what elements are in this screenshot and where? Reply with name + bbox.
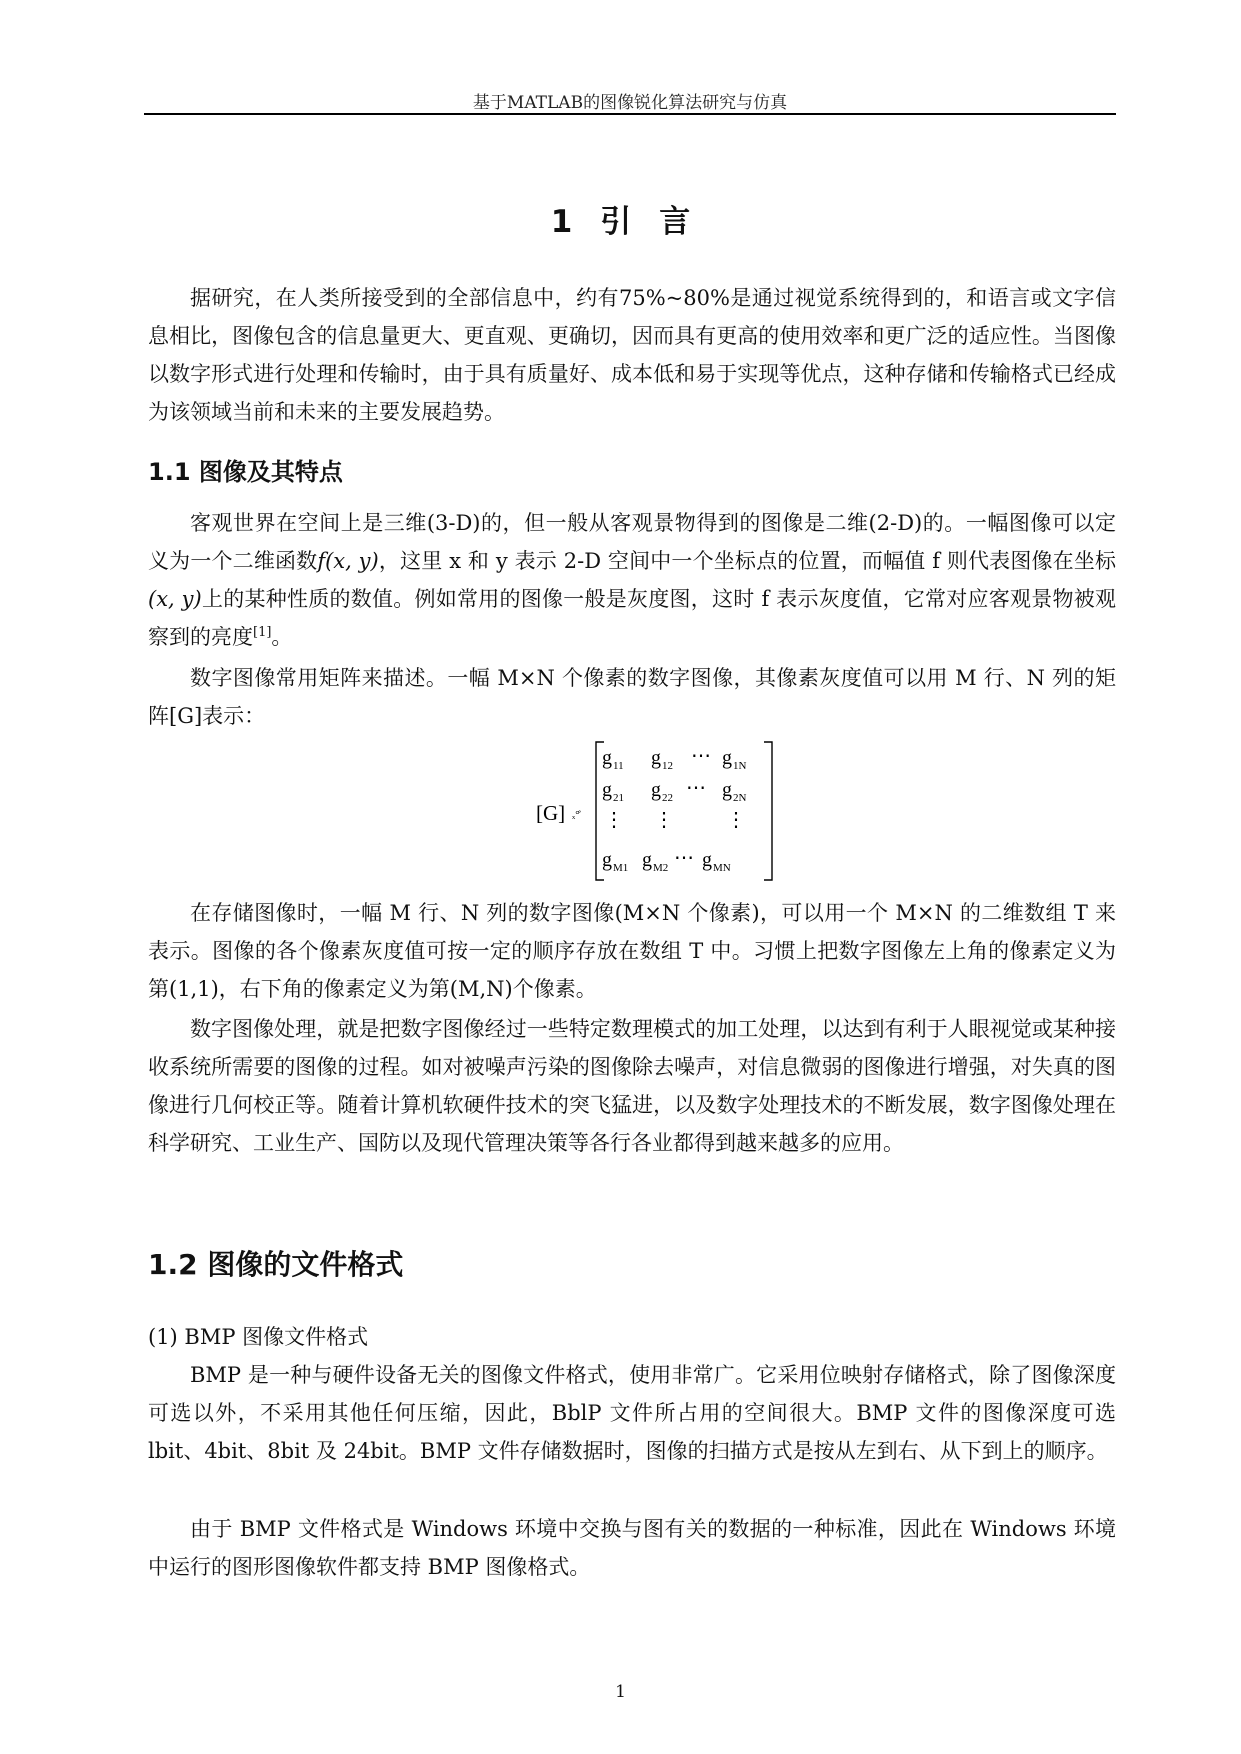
matrix-entry: g	[642, 849, 652, 871]
section-1-1-paragraph-4: 数字图像处理，就是把数字图像经过一些特定数理模式的加工处理，以达到有利于人眼视觉或某种接收系统所需要的图像的过程。如对被噪声污染的图像除去噪声，对信息微弱的图像进行增强，对失真的图像进行几何校正等。随着计算机软硬件技术的突飞猛进，以及数字处理技术的不断发展，数字图像处理在科学研究、工业生产、国防以及现代管理决策等各行各业都得到越来越多的应用。	[148, 1017, 1116, 1155]
section-1-1-paragraph-1	[148, 504, 1116, 656]
page-number: 1	[615, 1682, 626, 1702]
matrix-row-3	[604, 809, 746, 831]
section-1-2-heading: 1.2 图像的文件格式	[148, 1248, 404, 1281]
matrix-right-bracket	[764, 742, 772, 880]
running-header: 基于MATLAB的图像锐化算法研究与仿真	[472, 93, 788, 113]
chapter-title-char-1: 引	[600, 204, 632, 240]
matrix-ellipsis: ⋯	[674, 847, 694, 869]
matrix-row-1	[602, 745, 747, 772]
matrix-vdots: ⋮	[726, 809, 746, 831]
section-1-2-paragraph-2: 由于 BMP 文件格式是 Windows 环境中交换与图有关的数据的一种标准，因此在 Windows 环境中运行的图形图像软件都支持 BMP 图像格式。	[148, 1517, 1116, 1579]
matrix-subscript: 12	[662, 760, 673, 772]
matrix-ellipsis: ⋯	[686, 777, 706, 799]
matrix-lhs: [G]	[536, 801, 566, 825]
matrix-subscript: MN	[713, 862, 731, 874]
citation: [1]	[253, 625, 272, 640]
coordinate-notation: (x, y)	[148, 587, 202, 611]
chapter-title-char-2: 言	[659, 204, 691, 240]
matrix-entry: g	[602, 849, 612, 871]
matrix-ellipsis: ⋯	[691, 745, 711, 767]
para-text: 客观世界在空间上是三维(3-D)的，但一般从客观景物得到的图像是二维(2-D)的。一幅图像可以定义为一个二维函数	[148, 511, 1116, 573]
matrix-entry: g	[651, 747, 661, 769]
matrix-entry: g	[602, 779, 612, 801]
matrix-equation	[536, 738, 776, 888]
matrix-entry: g	[702, 849, 712, 871]
matrix-subscript: M2	[653, 862, 669, 874]
chapter-title	[0, 196, 1241, 241]
para-text: 上的某种性质的数值。例如常用的图像一般是灰度图，这时 f 表示灰度值，它常对应客观景物被观察到的亮度	[148, 587, 1116, 649]
matrix-entry: g	[651, 779, 661, 801]
matrix-row-4	[602, 847, 731, 874]
matrix-entry: g	[602, 747, 612, 769]
matrix-subscript: 11	[613, 760, 624, 772]
bmp-subheading: (1) BMP 图像文件格式	[148, 1325, 369, 1349]
matrix-equals-glyph: ₓ°̊	[572, 809, 580, 821]
chapter-number: 1	[550, 204, 573, 240]
intro-paragraph: 据研究，在人类所接受到的全部信息中，约有75%~80%是通过视觉系统得到的，和语言或文字信息相比，图像包含的信息量更大、更直观、更确切，因而具有更高的使用效率和更广泛的适应性。当图像以数字形式进行处理和传输时，由于具有质量好、成本低和易于实现等优点，这种存储和传输格式已经成为该领域当前和未来的主要发展趋势。	[148, 286, 1116, 424]
para-text: ，这里 x 和 y 表示 2-D 空间中一个坐标点的位置，而幅值 f 则代表图像在坐标	[378, 549, 1116, 573]
matrix-subscript: 1N	[733, 760, 747, 772]
matrix-entry: g	[722, 747, 732, 769]
matrix-vdots: ⋮	[654, 809, 674, 831]
matrix-subscript: 21	[613, 792, 624, 804]
section-1-1-paragraph-2: 数字图像常用矩阵来描述。一幅 M×N 个像素的数字图像，其像素灰度值可以用 M 行、N 列的矩阵[G]表示：	[148, 666, 1116, 728]
section-1-1-heading: 1.1 图像及其特点	[148, 458, 343, 486]
header-rule	[144, 113, 1116, 115]
section-1-1-paragraph-3: 在存储图像时，一幅 M 行、N 列的数字图像(M×N 个像素)，可以用一个 M×N 的二维数组 T 来表示。图像的各个像素灰度值可按一定的顺序存放在数组 T 中。习惯上把数字图像左上角的像素定义为第(1,1)，右下角的像素定义为第(M,N)个像素。	[148, 901, 1116, 1001]
para-text: 。	[271, 625, 293, 649]
matrix-subscript: 22	[662, 792, 673, 804]
matrix-subscript: 2N	[733, 792, 747, 804]
matrix-row-2	[602, 777, 747, 804]
function-notation: f(x, y)	[317, 549, 379, 573]
matrix-entry: g	[722, 779, 732, 801]
section-1-2-paragraph-1: BMP 是一种与硬件设备无关的图像文件格式，使用非常广。它采用位映射存储格式，除了图像深度可选以外，不采用其他任何压缩，因此，BblP 文件所占用的空间很大。BMP 文件的图像深度可选 lbit、4bit、8bit 及 24bit。BMP 文件存储数据时，图像的扫描方式是按从左到右、从下到上的顺序。	[148, 1363, 1116, 1463]
matrix-subscript: M1	[613, 862, 629, 874]
matrix-vdots: ⋮	[604, 809, 624, 831]
